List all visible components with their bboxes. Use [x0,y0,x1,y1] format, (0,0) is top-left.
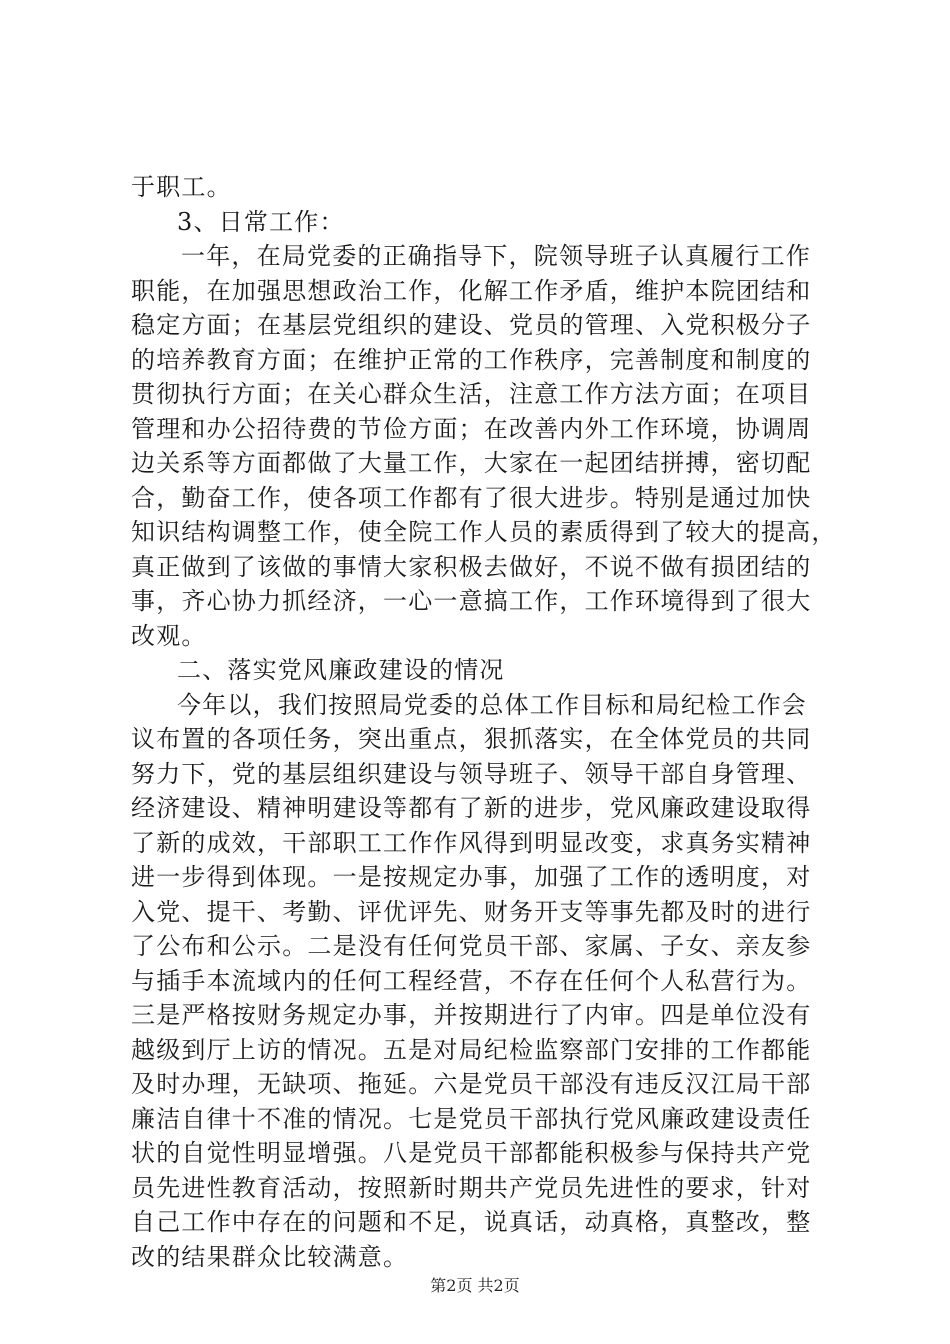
text-line: 了新的成效，干部职工工作作风得到明显改变，求真务实精神 [131,828,812,857]
text-line: 状的自觉性明显增强。八是党员干部都能积极参与保持共产党 [131,1139,812,1167]
text-line: 改观。 [131,621,207,650]
text-line: 员先进性教育活动，按照新时期共产党员先进性的要求，针对 [131,1173,812,1202]
text-line: 了公布和公示。二是没有任何党员干部、家属、子女、亲友参 [131,932,812,960]
paragraph-first-line: 一年，在局党委的正确指导下，院领导班子认真履行工作 [181,242,811,270]
text-line: 议布置的各项任务，突出重点，狠抓落实，在全体党员的共同 [131,725,812,753]
paragraph-first-line: 今年以，我们按照局党委的总体工作目标和局纪检工作会 [177,690,807,719]
text-line: 职能，在加强思想政治工作，化解工作矛盾，维护本院团结和 [131,276,812,305]
text-line: 贯彻执行方面；在关心群众生活，注意工作方法方面；在项目 [131,380,812,408]
text-line: 与插手本流域内的任何工程经营，不存在任何个人私营行为。 [131,966,812,995]
text-line: 自己工作中存在的问题和不足，说真话，动真格，真整改，整 [131,1208,812,1236]
text-line: 进一步得到体现。一是按规定办事，加强了工作的透明度，对 [131,863,812,891]
section-heading: 3、日常工作： [177,207,345,236]
text-line: 努力下，党的基层组织建设与领导班子、领导干部自身管理、 [131,759,812,788]
text-line: 边关系等方面都做了大量工作，大家在一起团结拼搏，密切配 [131,449,812,477]
text-line: 于职工。 [131,173,232,201]
text-line: 真正做到了该做的事情大家积极去做好，不说不做有损团结的 [131,552,812,581]
text-line: 廉洁自律十不准的情况。七是党员干部执行党风廉政建设责任 [131,1104,812,1133]
text-line: 改的结果群众比较满意。 [131,1242,409,1271]
text-line: 事，齐心协力抓经济，一心一意搞工作，工作环境得到了很大 [131,587,812,615]
page-number: 第2页 共2页 [430,1276,520,1295]
text-line: 管理和办公招待费的节俭方面；在改善内外工作环境，协调周 [131,414,812,443]
document-body [131,170,837,1274]
text-line: 经济建设、精神明建设等都有了新的进步，党风廉政建设取得 [131,794,812,822]
text-line: 及时办理，无缺项、拖延。六是党员干部没有违反汉江局干部 [131,1070,812,1098]
text-line: 稳定方面；在基层党组织的建设、党员的管理、入党积极分子 [131,311,812,339]
text-line: 越级到厅上访的情况。五是对局纪检监察部门安排的工作都能 [131,1035,812,1064]
text-line: 的培养教育方面；在维护正常的工作秩序，完善制度和制度的 [131,345,812,374]
section-heading: 二、落实党风廉政建设的情况 [177,656,505,684]
text-line: 知识结构调整工作，使全院工作人员的素质得到了较大的提高， [131,518,837,546]
text-line: 合，勤奋工作，使各项工作都有了很大进步。特别是通过加快 [131,483,812,512]
text-line: 入党、提干、考勤、评优评先、财务开支等事先都及时的进行 [131,897,812,926]
text-line: 三是严格按财务规定办事，并按期进行了内审。四是单位没有 [131,1001,812,1029]
